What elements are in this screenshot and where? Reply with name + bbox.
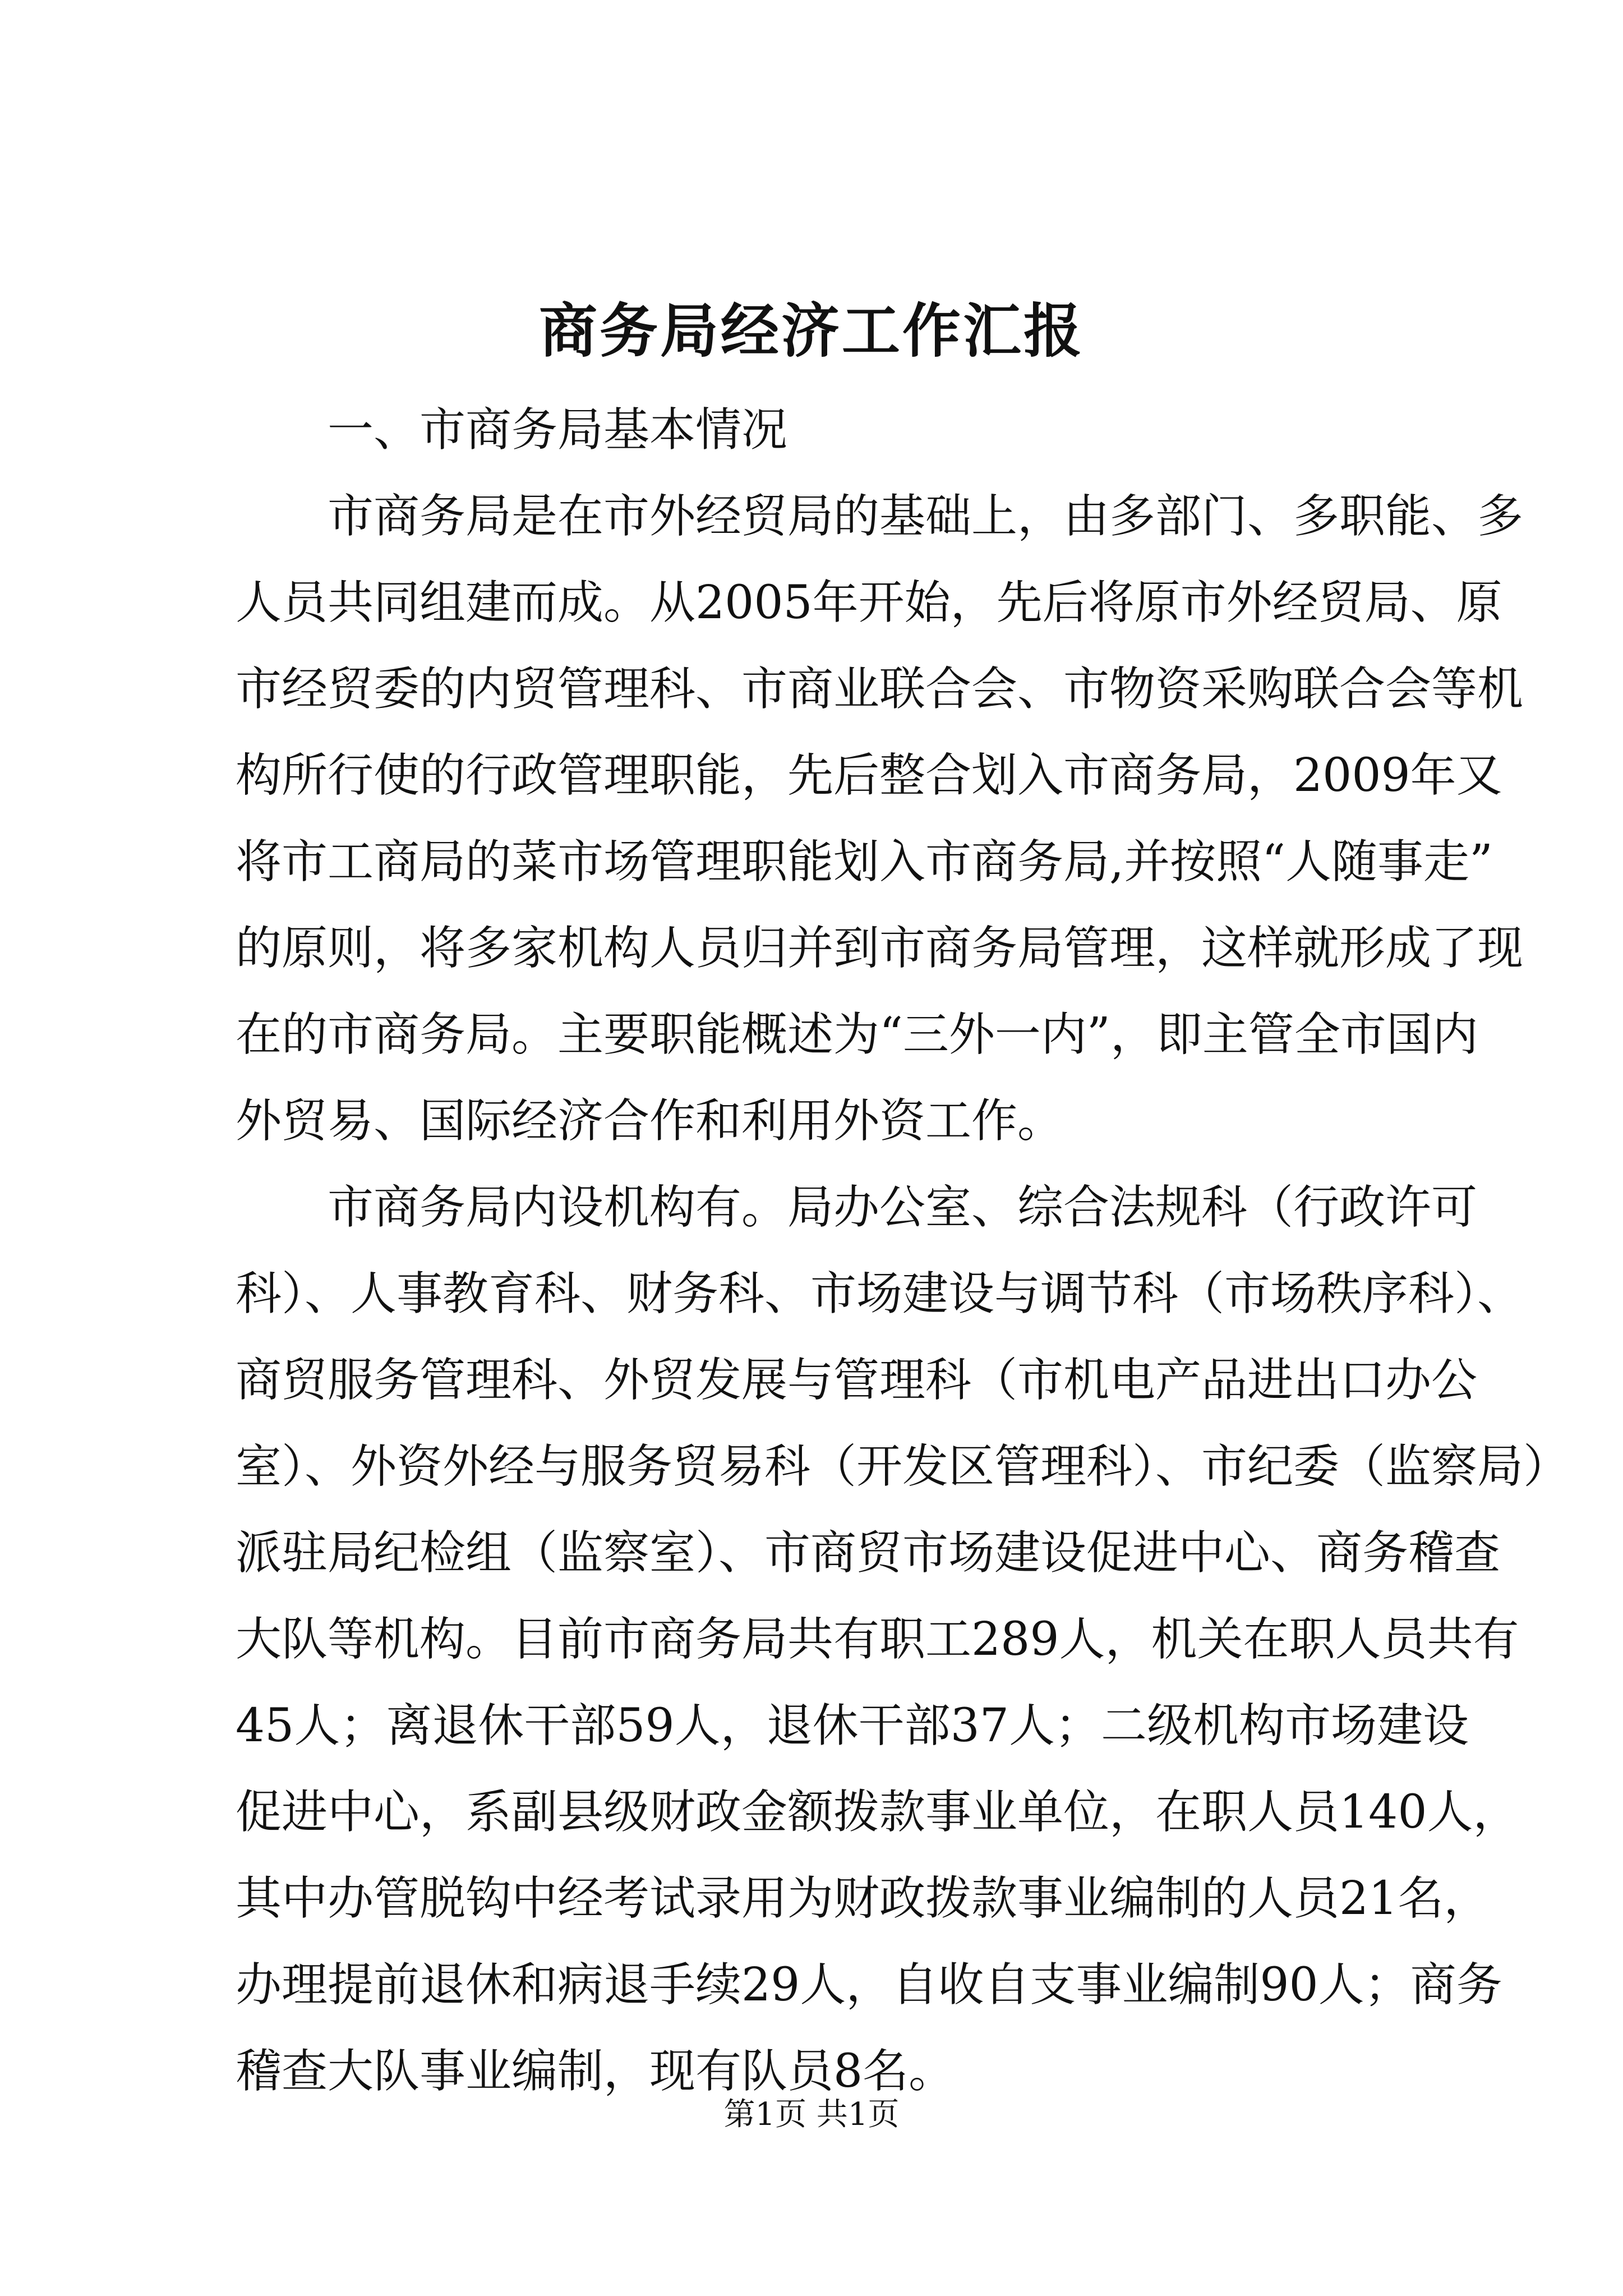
text-line: 其中办管脱钩中经考试录用为财政拨款事业编制的人员21名， [236,1872,1490,1925]
text-line: 科）、人事教育科、财务科、市场建设与调节科（市场秩序科）、 [236,1267,1524,1320]
document-body [236,387,1570,2115]
text-line: 大队等机构。目前市商务局共有职工289人，机关在职人员共有 [236,1613,1519,1666]
text-line: 促进中心，系副县级财政金额拨款事业单位，在职人员140人， [236,1786,1519,1839]
text-line: 构所行使的行政管理职能，先后整合划入市商务局，2009年又 [236,749,1502,802]
text-line: 市经贸委的内贸管理科、市商业联合会、市物资采购联合会等机 [236,662,1524,716]
text-line: 45人；离退休干部59人，退休干部37人；二级机构市场建设 [236,1699,1469,1752]
text-line: 办理提前退休和病退手续29人，自收自支事业编制90人；商务 [236,1958,1502,2012]
text-line: 在的市商务局。主要职能概述为“三外一内”，即主管全市国内 [236,1008,1478,1061]
text-line: 室）、外资外经与服务贸易科（开发区管理科）、市纪委（监察局） [236,1440,1570,1493]
document-title: 商务局经济工作汇报 [538,296,1084,365]
text-line: 一、市商务局基本情况 [236,403,788,457]
text-line: 市商务局内设机构有。局办公室、综合法规科（行政许可 [236,1181,1478,1234]
text-line: 将市工商局的菜市场管理职能划入市商务局,并按照“人随事走” [236,835,1493,889]
text-line: 的原则，将多家机构人员归并到市商务局管理，这样就形成了现 [236,922,1524,975]
text-line: 派驻局纪检组（监察室）、市商贸市场建设促进中心、商务稽查 [236,1526,1501,1580]
text-line: 市商务局是在市外经贸局的基础上，由多部门、多职能、多 [236,490,1524,543]
text-line: 稽查大队事业编制，现有队员8名。 [236,2045,955,2098]
text-line: 人员共同组建而成。从2005年开始，先后将原市外经贸局、原 [236,576,1502,629]
text-line: 商贸服务管理科、外贸发展与管理科（市机电产品进出口办公 [236,1354,1478,1407]
page-footer: 第1页 共1页 [723,2096,900,2133]
text-line: 外贸易、国际经济合作和利用外资工作。 [236,1094,1064,1148]
